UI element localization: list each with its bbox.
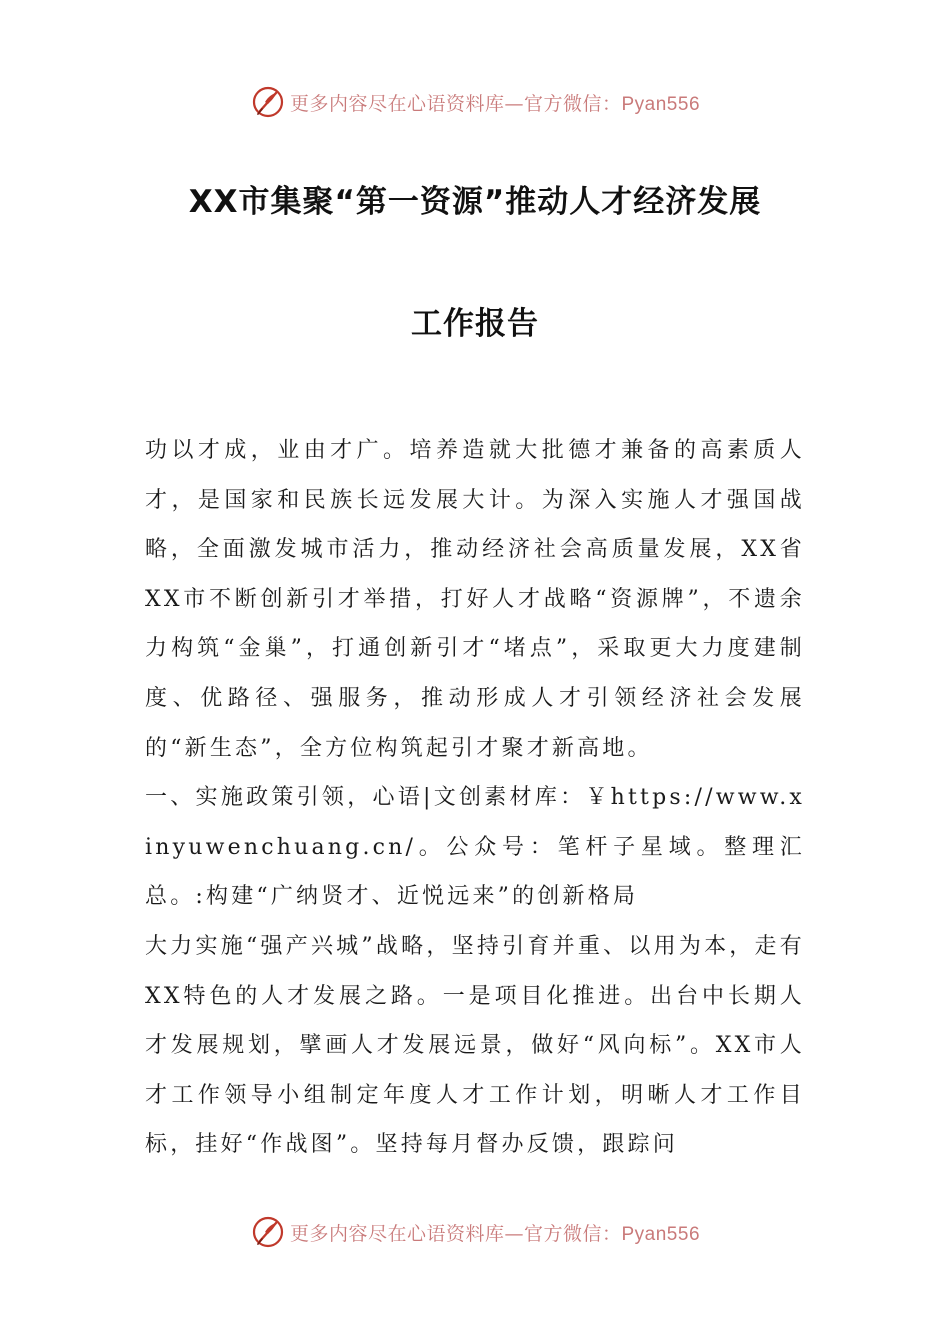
document-body bbox=[145, 426, 805, 1170]
document-title-line-1: XX市集聚“第一资源”推动人才经济发展 bbox=[188, 184, 762, 220]
document-title-line-2: 工作报告 bbox=[411, 306, 539, 342]
quill-logo-icon bbox=[250, 84, 286, 120]
watermark-text: 更多内容尽在心语资料库—官方微信：Pyan556 bbox=[289, 92, 701, 115]
wechat-id: Pyan556 bbox=[621, 93, 701, 115]
footer-watermark bbox=[0, 1212, 950, 1252]
wechat-id: Pyan556 bbox=[621, 1223, 701, 1245]
quill-logo-icon bbox=[250, 1214, 286, 1250]
paragraph-intro: 功以才成，业由才广。培养造就大批德才兼备的高素质人才，是国家和民族长远发展大计。为深入实施人才强国战略，全面激发城市活力，推动经济社会高质量发展，XX省XX市不断创新引才举措，打好人才战略“资源牌”，不遗余力构筑“金巢”，打通创新引才“堵点”，采取更大力度建制度、优路径、强服务，推动形成人才引领经济社会发展的“新生态”，全方位构筑起引才聚才新高地。 bbox=[145, 438, 805, 761]
paragraph-body: 大力实施“强产兴城”战略，坚持引育并重、以用为本，走有XX特色的人才发展之路。一是项目化推进。出台中长期人才发展规划，擘画人才发展远景，做好“风向标”。XX市人才工作领导小组制定年度人才工作计划，明晰人才工作目标，挂好“作战图”。坚持每月督办反馈，跟踪问 bbox=[145, 933, 805, 1158]
header-watermark bbox=[0, 82, 950, 122]
watermark-text: 更多内容尽在心语资料库—官方微信：Pyan556 bbox=[289, 1222, 701, 1245]
paragraph-section-heading: 一、实施政策引领，心语|文创素材库：￥https://www.xinyuwenchuang.cn/。公众号：笔杆子星域。整理汇总。:构建“广纳贤才、近悦远来”的创新格局 bbox=[145, 785, 805, 910]
